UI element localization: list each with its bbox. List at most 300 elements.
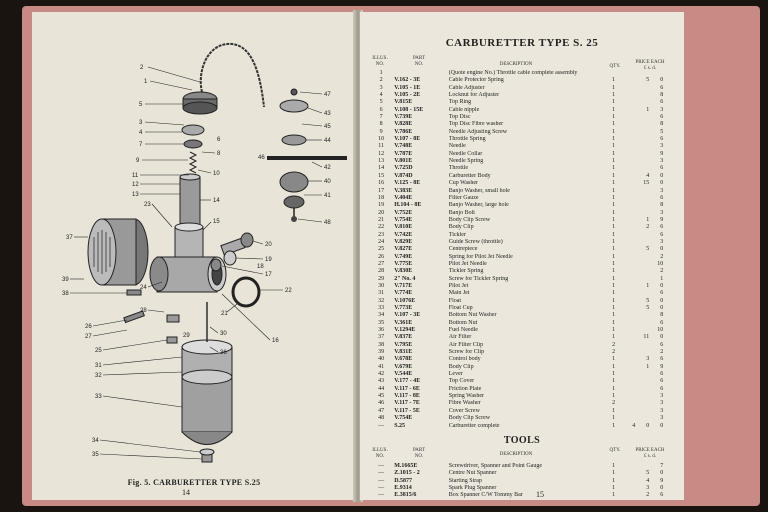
description: Carburetter complete (448, 422, 500, 429)
description: Box Spanner C/W Tommy Bar (448, 492, 523, 499)
parts-row (368, 224, 678, 231)
illus-number: 46 (378, 400, 385, 407)
description: Centrepiece (448, 246, 478, 253)
price-each (621, 180, 678, 187)
price-each (621, 143, 678, 150)
quantity: 1 (612, 92, 616, 99)
callout-28: 28 (140, 308, 147, 314)
price-shillings: 2 (646, 492, 650, 499)
quantity: 1 (612, 371, 616, 378)
illus-number: 39 (378, 349, 385, 356)
parts-row (368, 371, 678, 378)
header-price: PRICE EACH £ s. d. (635, 60, 665, 71)
quantity: 1 (612, 268, 616, 275)
quantity: 1 (612, 224, 616, 231)
part-number: V.162 - 3E (394, 77, 421, 84)
parts-row (368, 202, 678, 209)
price-each (621, 415, 678, 422)
header-description: DESCRIPTION (499, 62, 533, 67)
part-number: V.801E (394, 158, 413, 165)
callout-23: 23 (144, 202, 151, 208)
parts-row (368, 246, 678, 253)
description: Banjo Washer, small hole (448, 187, 510, 194)
part-number: Z.1015 - 2 (394, 470, 420, 477)
description: Fuel Needle (448, 327, 478, 334)
callout-25: 25 (95, 348, 102, 354)
callout-1: 1 (144, 79, 148, 85)
part-number: V.749E (394, 253, 413, 260)
quantity: 1 (612, 378, 616, 385)
parts-row (368, 276, 678, 283)
part-number: V.1076E (394, 297, 416, 304)
tools-row (368, 463, 678, 470)
price-pence: 1 (660, 275, 664, 282)
price-pence: 0 (660, 172, 664, 179)
callout-29: 29 (183, 333, 190, 339)
header-qty: QTY. (609, 64, 621, 69)
price-each (621, 485, 678, 492)
illus-number: 16 (378, 180, 385, 187)
quantity: 1 (612, 150, 616, 157)
price-each (621, 85, 678, 92)
illus-number: 10 (378, 136, 385, 143)
price-each (621, 290, 678, 297)
description: Control body (448, 356, 481, 363)
part-number: V.717E (394, 282, 413, 289)
part-number: V.752E (394, 209, 413, 216)
parts-row (368, 290, 678, 297)
price-each (621, 386, 678, 393)
illus-number: 48 (378, 415, 385, 422)
callout-38: 38 (62, 291, 69, 297)
price-each (621, 334, 678, 341)
part-number: V.544E (394, 371, 413, 378)
part-number: V.815E (394, 99, 413, 106)
part-number: V.827E (394, 246, 413, 253)
price-pence: 9 (660, 150, 664, 157)
parts-row (368, 77, 678, 84)
callout-48: 48 (324, 220, 331, 226)
description: Cover Screw (448, 407, 480, 414)
quantity: 1 (612, 463, 616, 469)
price-pence: 0 (660, 485, 664, 492)
illus-number: 44 (378, 385, 385, 392)
price-each (621, 276, 678, 283)
callout-30: 30 (220, 331, 227, 337)
price-shillings: 3 (646, 485, 650, 492)
callout-39: 39 (62, 277, 69, 283)
callout-37: 37 (66, 235, 73, 241)
price-shillings: 15 (643, 180, 650, 187)
parts-row (368, 114, 678, 121)
part-number: V.125 - 8E (394, 180, 421, 187)
quantity: 1 (612, 415, 616, 422)
illus-number: 47 (378, 407, 385, 414)
callout-6: 6 (217, 137, 221, 143)
description: Float Cup (448, 305, 473, 311)
price-pence: 6 (660, 114, 664, 121)
throttle-spring (190, 152, 196, 173)
description: Float (448, 297, 462, 304)
price-each (621, 217, 678, 224)
tools-table (368, 463, 678, 500)
price-each (621, 283, 678, 290)
price-pence: 0 (660, 305, 664, 311)
quantity: 1 (612, 290, 616, 297)
price-shillings: 1 (646, 216, 650, 223)
illus-number: 24 (378, 238, 385, 245)
parts-row (368, 136, 678, 143)
price-shillings: 5 (646, 470, 650, 477)
quantity: 1 (612, 260, 616, 267)
part-number: V.177 - 4E (394, 378, 421, 385)
quantity: 1 (612, 363, 616, 370)
price-pence: 0 (660, 422, 664, 429)
illus-number: 28 (378, 268, 385, 275)
part-number: V.787E (394, 150, 413, 157)
illus-number: 6 (379, 106, 383, 113)
part-number: V.117 - 8E (394, 393, 420, 400)
figure-caption: Fig. 5. CARBURETTER TYPE S.25 (127, 478, 261, 487)
part-number: E.9314 (394, 485, 412, 492)
part-number: V.725D (394, 165, 413, 172)
illus-number: — (378, 463, 385, 469)
quantity: 1 (612, 136, 616, 143)
illus-number: 35 (378, 319, 385, 326)
price-pence: 3 (660, 143, 664, 150)
illus-number: 18 (378, 194, 385, 201)
callout-45: 45 (324, 124, 331, 130)
quantity: 1 (612, 216, 616, 223)
illus-number: — (378, 492, 385, 499)
price-each (621, 268, 678, 275)
illus-number: 4 (379, 92, 383, 99)
quantity: 1 (612, 305, 616, 311)
price-shillings: 5 (646, 246, 650, 253)
price-shillings: 11 (643, 334, 650, 341)
price-each (621, 423, 678, 430)
price-each (621, 173, 678, 180)
price-pence: 6 (660, 84, 664, 91)
left-page (32, 12, 356, 500)
parts-row (368, 85, 678, 92)
parts-row (368, 158, 678, 165)
part-number: V.117 - 7E (394, 400, 420, 407)
parts-row (368, 165, 678, 172)
illus-number: — (378, 477, 385, 484)
quantity: 2 (612, 341, 616, 348)
top-cover (280, 100, 308, 112)
page-number-left: 14 (182, 488, 190, 497)
part-number: V.810E (394, 224, 413, 231)
quantity: 1 (612, 209, 616, 216)
parts-row (368, 180, 678, 187)
price-pence: 0 (660, 180, 664, 187)
part-number: V.742E (394, 231, 413, 238)
top-disc (182, 125, 204, 135)
callout-19: 19 (265, 257, 272, 263)
description: Filter Gauze (448, 194, 479, 201)
price-pence: 3 (660, 400, 664, 407)
illus-number: 41 (378, 363, 385, 370)
parts-row (368, 400, 678, 407)
price-pence: 6 (660, 224, 664, 231)
description: Top Ring (448, 99, 472, 106)
price-pence: 8 (660, 121, 664, 128)
illus-number: 37 (378, 334, 385, 341)
description: Throttle (448, 165, 469, 172)
quantity: 1 (612, 334, 616, 341)
parts-row (368, 210, 678, 217)
parts-row (368, 415, 678, 422)
price-each (621, 478, 678, 485)
price-pence: 0 (660, 282, 664, 289)
price-shillings: 0 (646, 422, 650, 429)
callout-18: 18 (257, 264, 264, 270)
part-number: V.117 - 5E (394, 407, 420, 414)
price-pence: 3 (660, 238, 664, 245)
illus-number: 33 (378, 305, 385, 311)
tools-row (368, 470, 678, 477)
illus-number: 25 (378, 246, 385, 253)
callout-2: 2 (140, 65, 144, 71)
price-shillings: 1 (646, 363, 650, 370)
parts-row (368, 188, 678, 195)
description: Carburetter Body (448, 172, 491, 179)
price-each (621, 393, 678, 400)
description: Locknut for Adjuster (448, 92, 500, 99)
description: Air Filter Clip (448, 341, 484, 348)
callout-22: 22 (285, 288, 292, 294)
part-number: V.786E (394, 128, 413, 135)
price-each (621, 364, 678, 371)
price-pence: 0 (660, 77, 664, 84)
price-shillings: 4 (646, 477, 650, 484)
description: Pilot Jet (448, 282, 469, 289)
price-each (621, 121, 678, 128)
tools-row (368, 478, 678, 485)
callout-3: 3 (139, 120, 143, 126)
illus-number: 21 (378, 216, 385, 223)
price-each (621, 165, 678, 172)
price-each (621, 77, 678, 84)
illus-number: 17 (378, 187, 385, 194)
price-shillings: 5 (646, 77, 650, 84)
callout-46: 46 (258, 155, 265, 161)
quantity: 1 (612, 128, 616, 135)
quantity: 1 (612, 312, 616, 319)
header-part-no: PART NO. (412, 56, 426, 67)
description: Screwdriver, Spanner and Point Gauge (448, 463, 542, 469)
price-each (621, 463, 678, 470)
part-number: V.831E (394, 349, 413, 356)
tools-row (368, 485, 678, 492)
price-pence: 3 (660, 209, 664, 216)
price-each (621, 136, 678, 143)
callout-15: 15 (213, 219, 220, 225)
part-number: 2" No. 4 (394, 275, 416, 282)
price-each (621, 305, 678, 312)
price-pence: 6 (660, 371, 664, 378)
illus-number: 23 (378, 231, 385, 238)
description: Body Clip (448, 363, 474, 370)
exploded-diagram (32, 12, 356, 500)
quantity: 1 (612, 114, 616, 121)
quantity: 1 (612, 327, 616, 334)
part-number: S.25 (394, 422, 406, 429)
price-each (621, 239, 678, 246)
price-each (621, 400, 678, 407)
part-number: V.107 - 3E (394, 312, 421, 319)
parts-row (368, 305, 678, 312)
tools-title: TOOLS (503, 435, 541, 446)
callout-12: 12 (132, 182, 139, 188)
quantity: 1 (612, 275, 616, 282)
callout-5: 5 (139, 102, 143, 108)
illus-number: 40 (378, 356, 385, 363)
tools-row (368, 492, 678, 499)
price-each (621, 195, 678, 202)
parts-row (368, 254, 678, 261)
quantity: 1 (612, 187, 616, 194)
parts-row (368, 143, 678, 150)
price-pence: 2 (660, 349, 664, 356)
parts-row (368, 195, 678, 202)
price-each (621, 70, 678, 77)
parts-row (368, 173, 678, 180)
callout-31: 31 (95, 363, 102, 369)
price-each (621, 151, 678, 158)
description: Air Filter (448, 334, 472, 341)
description: Main Jet (448, 290, 470, 297)
callout-36: 36 (220, 350, 227, 356)
price-pence: 6 (660, 290, 664, 297)
parts-row (368, 364, 678, 371)
part-number: E.3815/6 (394, 492, 417, 499)
description: Needle (448, 143, 466, 150)
description: Screw for Tickler Spring (448, 275, 509, 282)
price-shillings: 5 (646, 305, 650, 311)
price-shillings: 3 (646, 356, 650, 363)
part-number: V.754E (394, 216, 413, 223)
parts-row (368, 393, 678, 400)
callout-43: 43 (324, 111, 331, 117)
quantity: 1 (612, 238, 616, 245)
quantity: 1 (612, 492, 616, 499)
part-number: V.754E (394, 415, 413, 422)
quantity: 1 (612, 172, 616, 179)
callout-41: 41 (324, 193, 331, 199)
parts-row (368, 107, 678, 114)
part-number: V.829E (394, 238, 413, 245)
illus-number: — (378, 485, 385, 492)
part-number: V.773E (394, 305, 413, 311)
price-pence: 3 (660, 407, 664, 414)
illus-number: 45 (378, 393, 385, 400)
callout-8: 8 (217, 151, 221, 157)
illus-number: 43 (378, 378, 385, 385)
callout-42: 42 (324, 165, 331, 171)
illus-number: 1 (379, 70, 383, 76)
price-each (621, 349, 678, 356)
price-each (621, 114, 678, 121)
right-page (360, 12, 684, 500)
callout-33: 33 (95, 394, 102, 400)
price-pence: 3 (660, 158, 664, 165)
parts-row (368, 349, 678, 356)
quantity: 1 (612, 385, 616, 392)
description: Body Clip Screw (448, 415, 491, 422)
illus-number: 32 (378, 297, 385, 304)
parts-row (368, 356, 678, 363)
price-each (621, 202, 678, 209)
description: Lever (448, 371, 463, 378)
price-pence: 9 (660, 363, 664, 370)
illus-number: 2 (379, 77, 383, 84)
price-each (621, 408, 678, 415)
quantity: 1 (612, 253, 616, 260)
callout-26: 26 (85, 324, 92, 330)
price-each (621, 371, 678, 378)
price-pence: 0 (660, 297, 664, 304)
quantity: 1 (612, 319, 616, 326)
parts-row (368, 129, 678, 136)
callout-7: 7 (139, 142, 143, 148)
description: Pilot Jet Needle (448, 260, 487, 267)
description: Cup Washer (448, 180, 478, 187)
illus-number: 3 (379, 84, 383, 91)
price-shillings: 2 (646, 224, 650, 231)
tools-header-part-no: PART NO. (412, 448, 426, 459)
description: Bottom Nut Washer (448, 312, 497, 319)
illus-number: 29 (378, 275, 385, 282)
price-each (621, 92, 678, 99)
price-pence: 8 (660, 92, 664, 99)
parts-row (368, 423, 678, 430)
price-pence: 6 (660, 165, 664, 172)
callout-17: 17 (265, 272, 272, 278)
quantity: 1 (612, 477, 616, 484)
part-number: V.1294E (394, 327, 416, 334)
description: Banjo Bolt (448, 209, 475, 216)
part-number: V.105 - 1E (394, 84, 421, 91)
illus-number: 31 (378, 290, 385, 297)
price-pence: 6 (660, 99, 664, 106)
parts-row (368, 151, 678, 158)
price-each (621, 378, 678, 385)
price-pence: 2 (660, 268, 664, 275)
part-number: V.774E (394, 290, 413, 297)
callout-20: 20 (265, 242, 272, 248)
quantity: 1 (612, 106, 616, 113)
part-number: V.361E (394, 319, 413, 326)
tools-header-illus: ILLUS. NO. (372, 448, 388, 459)
description: Spring Washer (448, 393, 484, 400)
illus-number: 38 (378, 341, 385, 348)
parts-row (368, 342, 678, 349)
part-number: V.383E (394, 187, 413, 194)
part-number: V.108 - 15E (394, 106, 424, 113)
description: Cable Protector Spring (448, 77, 504, 84)
callout-34: 34 (92, 438, 99, 444)
part-number: V.795E (394, 341, 413, 348)
part-number: V.105 - 2E (394, 92, 421, 99)
quantity: 1 (612, 202, 616, 209)
description: Needle Spring (448, 158, 484, 165)
illus-number: 14 (378, 165, 385, 172)
price-each (621, 158, 678, 165)
callout-40: 40 (324, 179, 331, 185)
